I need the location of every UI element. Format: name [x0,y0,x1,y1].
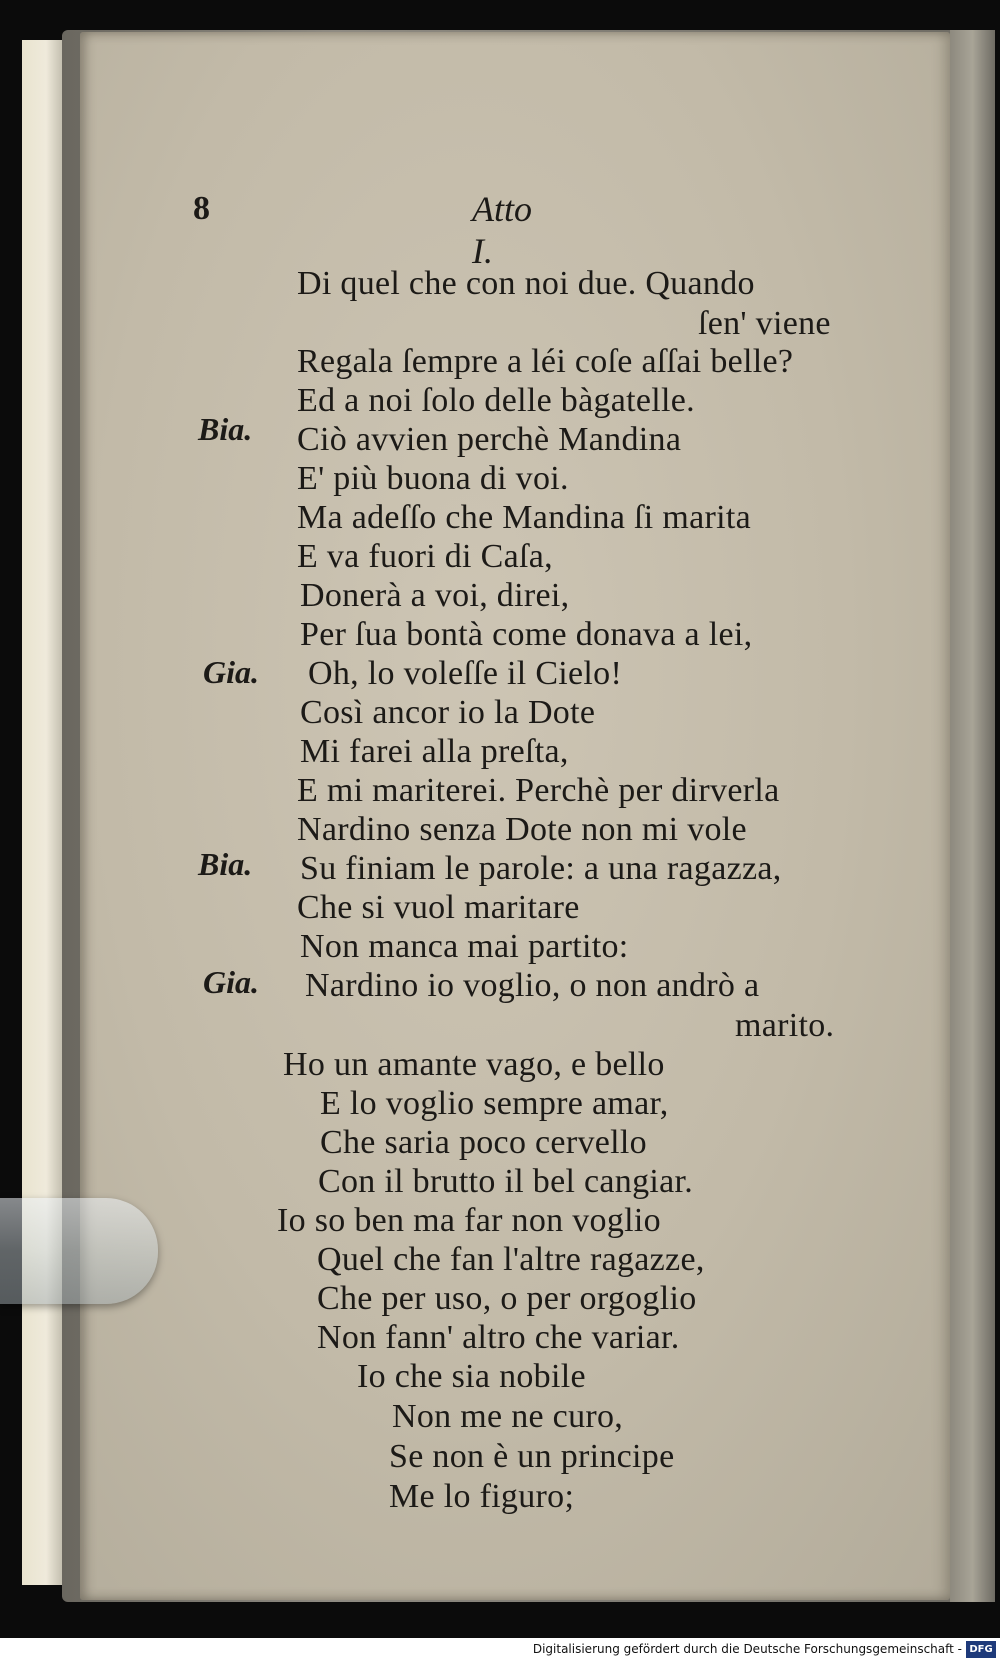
text-line: Non fann' altro che variar. [317,1319,680,1356]
digitization-credit: Digitalisierung gefördert durch die Deutsche Forschungsgemeinschaft - [532,1642,962,1656]
text-line: Regala ſempre a léi coſe aſſai belle? [297,343,794,380]
text-line: Ciò avvien perchè Mandina [297,421,682,458]
text-line: Con il brutto il bel cangiar. [318,1163,694,1200]
page-number: 8 [193,190,210,227]
dfg-logo: DFG [966,1641,996,1658]
speaker-label: Gia. [203,964,259,1000]
text-line: Così ancor io la Dote [300,694,596,731]
text-line: Ho un amante vago, e bello [283,1046,665,1083]
text-line: Me lo figuro; [389,1478,575,1515]
text-line: Ed a noi ſolo delle bàgatelle. [297,382,695,419]
text-line: E' più buona di voi. [297,460,569,497]
footer-bar [0,1638,1000,1663]
text-line: Nardino senza Dote non mi vole [297,811,747,848]
text-line: ſen' viene [698,305,831,342]
text-line: Nardino io voglio, o non andrò a [305,967,760,1004]
text-line: Io che sia nobile [357,1358,586,1395]
text-line: Che saria poco cervello [320,1124,647,1161]
book-right-edge [950,30,995,1602]
text-line: Ma adeſſo che Mandina ſi marita [297,499,751,536]
text-line: Oh, lo voleſſe il Cielo! [308,655,623,692]
text-line: Non me ne curo, [392,1398,624,1435]
text-line: marito. [735,1007,835,1044]
text-line: Che si vuol maritare [297,889,580,926]
text-line: E mi mariterei. Perchè per dirverla [297,772,780,809]
plastic-page-clip [0,1198,158,1304]
running-header: Atto I. [472,189,532,271]
text-line: Quel che fan l'altre ragazze, [317,1241,705,1278]
text-line: E va fuori di Caſa, [297,538,553,575]
text-line: Io so ben ma far non voglio [277,1202,661,1239]
text-line: Donerà a voi, direi, [300,577,570,614]
text-line: Non manca mai partito: [300,928,629,965]
speaker-label: Bia. [198,846,253,882]
text-line: Su finiam le parole: a una ragazza, [300,850,782,887]
text-line: E lo voglio sempre amar, [320,1085,669,1122]
text-line: Di quel che con noi due. Quando [297,265,755,302]
text-line: Per ſua bontà come donava a lei, [300,616,753,653]
facing-page-edge [22,40,66,1585]
text-line: Che per uso, o per orgoglio [317,1280,697,1317]
text-line: Mi farei alla preſta, [300,733,569,770]
speaker-label: Gia. [203,654,259,690]
text-line: Se non è un principe [389,1438,675,1475]
speaker-label: Bia. [198,411,253,447]
